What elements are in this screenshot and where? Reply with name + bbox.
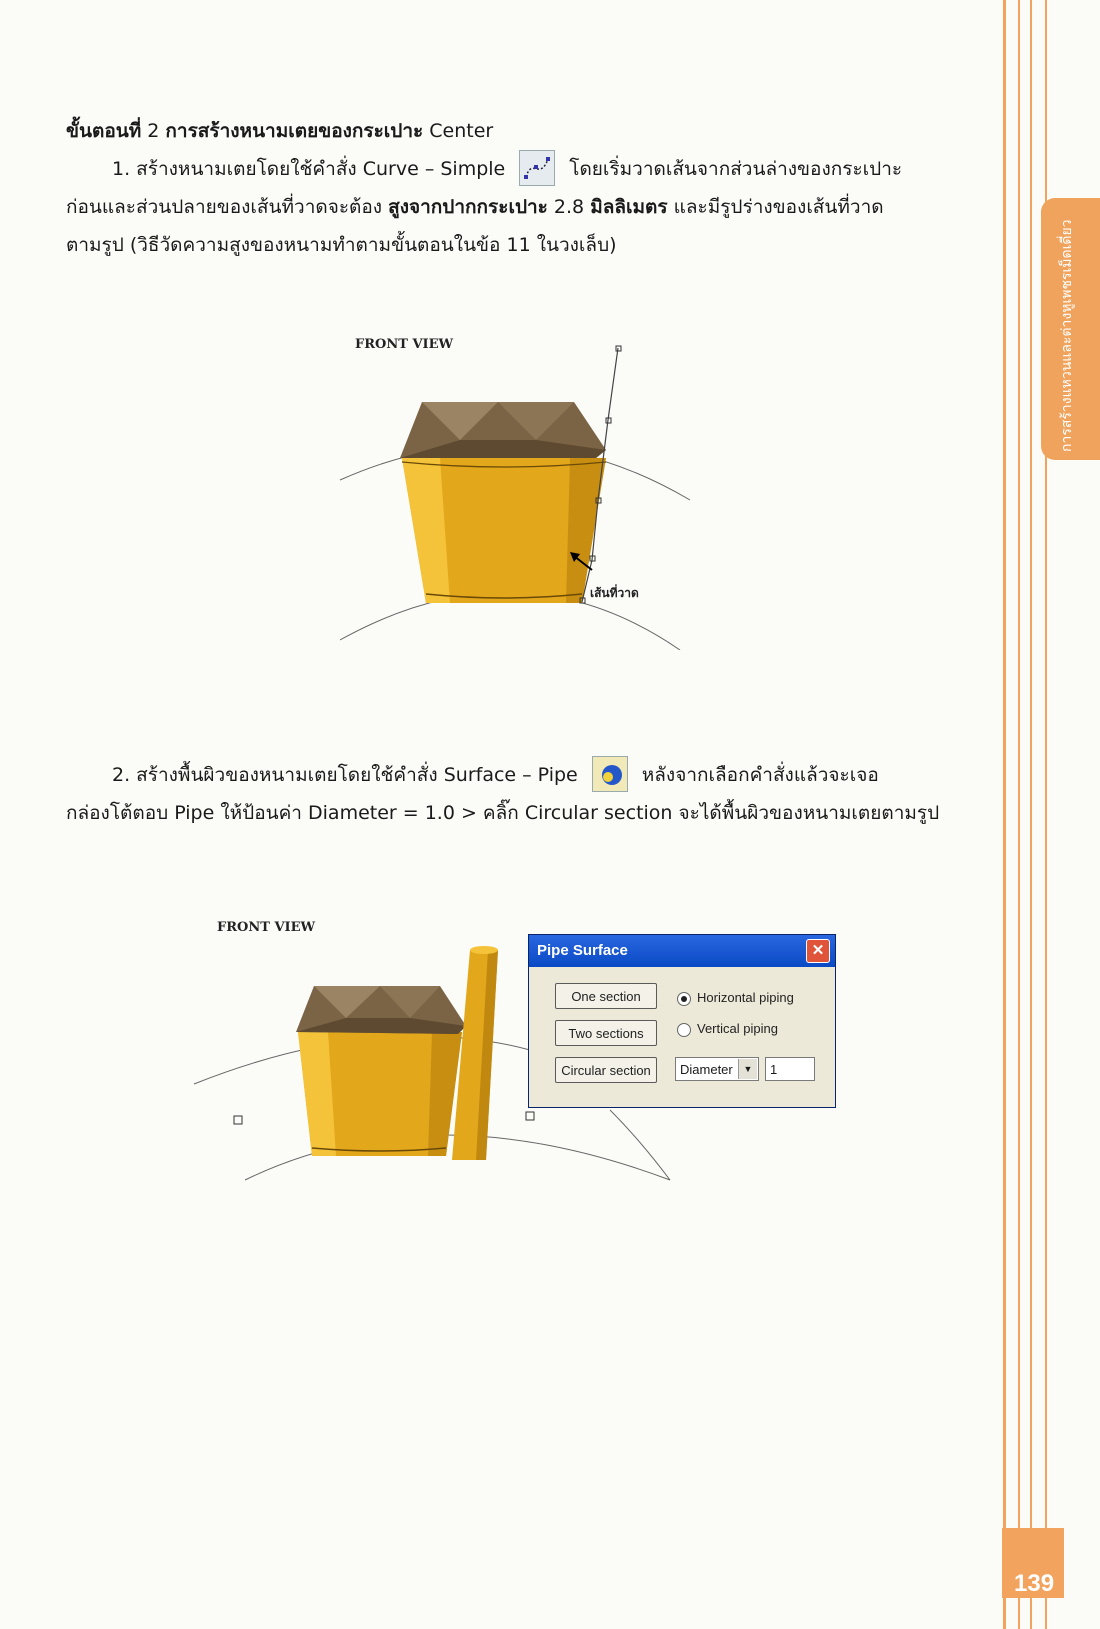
vertical-piping-label: Vertical piping: [697, 1021, 778, 1036]
radio-selected-icon: [677, 992, 691, 1006]
heading-tail: Center: [423, 120, 494, 142]
curve-simple-icon: [519, 150, 555, 186]
diameter-select-value: Diameter: [680, 1062, 733, 1077]
diameter-value-input[interactable]: 1: [765, 1057, 815, 1081]
horizontal-piping-radio[interactable]: [677, 989, 794, 1007]
step-1-text-b: โดยเริ่มวาดเส้นจากส่วนล่างของกระเปาะ: [569, 158, 903, 180]
step-2-text-a: 2. สร้างพื้นผิวของหนามเตยโดยใช้คำสั่ง Surface – Pipe: [112, 764, 578, 786]
section-heading: [66, 112, 946, 150]
two-sections-button[interactable]: Two sections: [555, 1020, 657, 1046]
heading-bold-2: การสร้างหนามเตยของกระเปาะ: [165, 120, 424, 142]
step-1-bold-2: มิลลิเมตร: [590, 196, 668, 218]
step-2-text-b: หลังจากเลือกคำสั่งแล้วจะเจอ: [641, 764, 879, 786]
pipe-surface-dialog: [528, 934, 836, 1108]
circular-section-button[interactable]: Circular section: [555, 1057, 657, 1083]
figure-1-view-label: FRONT VIEW: [355, 337, 454, 352]
heading-bold: ขั้นตอนที่: [66, 120, 142, 142]
one-section-button[interactable]: One section: [555, 983, 657, 1009]
horizontal-piping-label: Horizontal piping: [697, 990, 794, 1005]
step-2-paragraph: [66, 756, 946, 832]
heading-number: 2: [141, 120, 166, 142]
dialog-title: [529, 935, 835, 967]
step-1-bold: สูงจากปากกระเปาะ: [388, 196, 548, 218]
margin-stripe: [1003, 0, 1006, 1629]
close-icon[interactable]: ✕: [806, 939, 830, 963]
surface-pipe-icon: [592, 756, 628, 792]
step-1-text-a: 1. สร้างหนามเตยโดยใช้คำสั่ง Curve – Simple: [112, 158, 506, 180]
margin-stripe: [1030, 0, 1032, 1629]
page-number: 139: [1014, 1570, 1055, 1597]
step-1-text-d: 2.8: [547, 196, 591, 218]
dialog-title-text: Pipe Surface: [537, 942, 628, 959]
vertical-piping-radio[interactable]: [677, 1020, 778, 1038]
chevron-down-icon[interactable]: ▼: [738, 1059, 757, 1079]
figure-2-view-label: FRONT VIEW: [217, 920, 316, 935]
step-1-text-e: และมีรูปร่างของเส้นที่วาด: [667, 196, 884, 218]
step-1-text-c: ก่อนและส่วนปลายของเส้นที่วาดจะต้อง: [66, 196, 389, 218]
figure-1-illustration: [330, 340, 700, 650]
figure-1-arrow-label: เส้นที่วาด: [590, 586, 639, 600]
radio-unselected-icon: [677, 1023, 691, 1037]
step-2-text-c: กล่องโต้ตอบ Pipe ให้ป้อนค่า Diameter = 1.0 > คลิ๊ก Circular section จะได้พื้นผิวของหนามเตยตามรูป: [66, 802, 940, 824]
diameter-select[interactable]: [675, 1057, 759, 1081]
margin-stripe: [1018, 0, 1020, 1629]
step-1-text-f: ตามรูป (วิธีวัดความสูงของหนามทำตามขั้นตอนในข้อ 11 ในวงเล็บ): [66, 234, 617, 256]
step-1-paragraph: [66, 150, 946, 264]
chapter-tab-label: การสร้างแหวนและต่างหูเพชรเม็ดเดี่ยว: [1059, 219, 1075, 452]
